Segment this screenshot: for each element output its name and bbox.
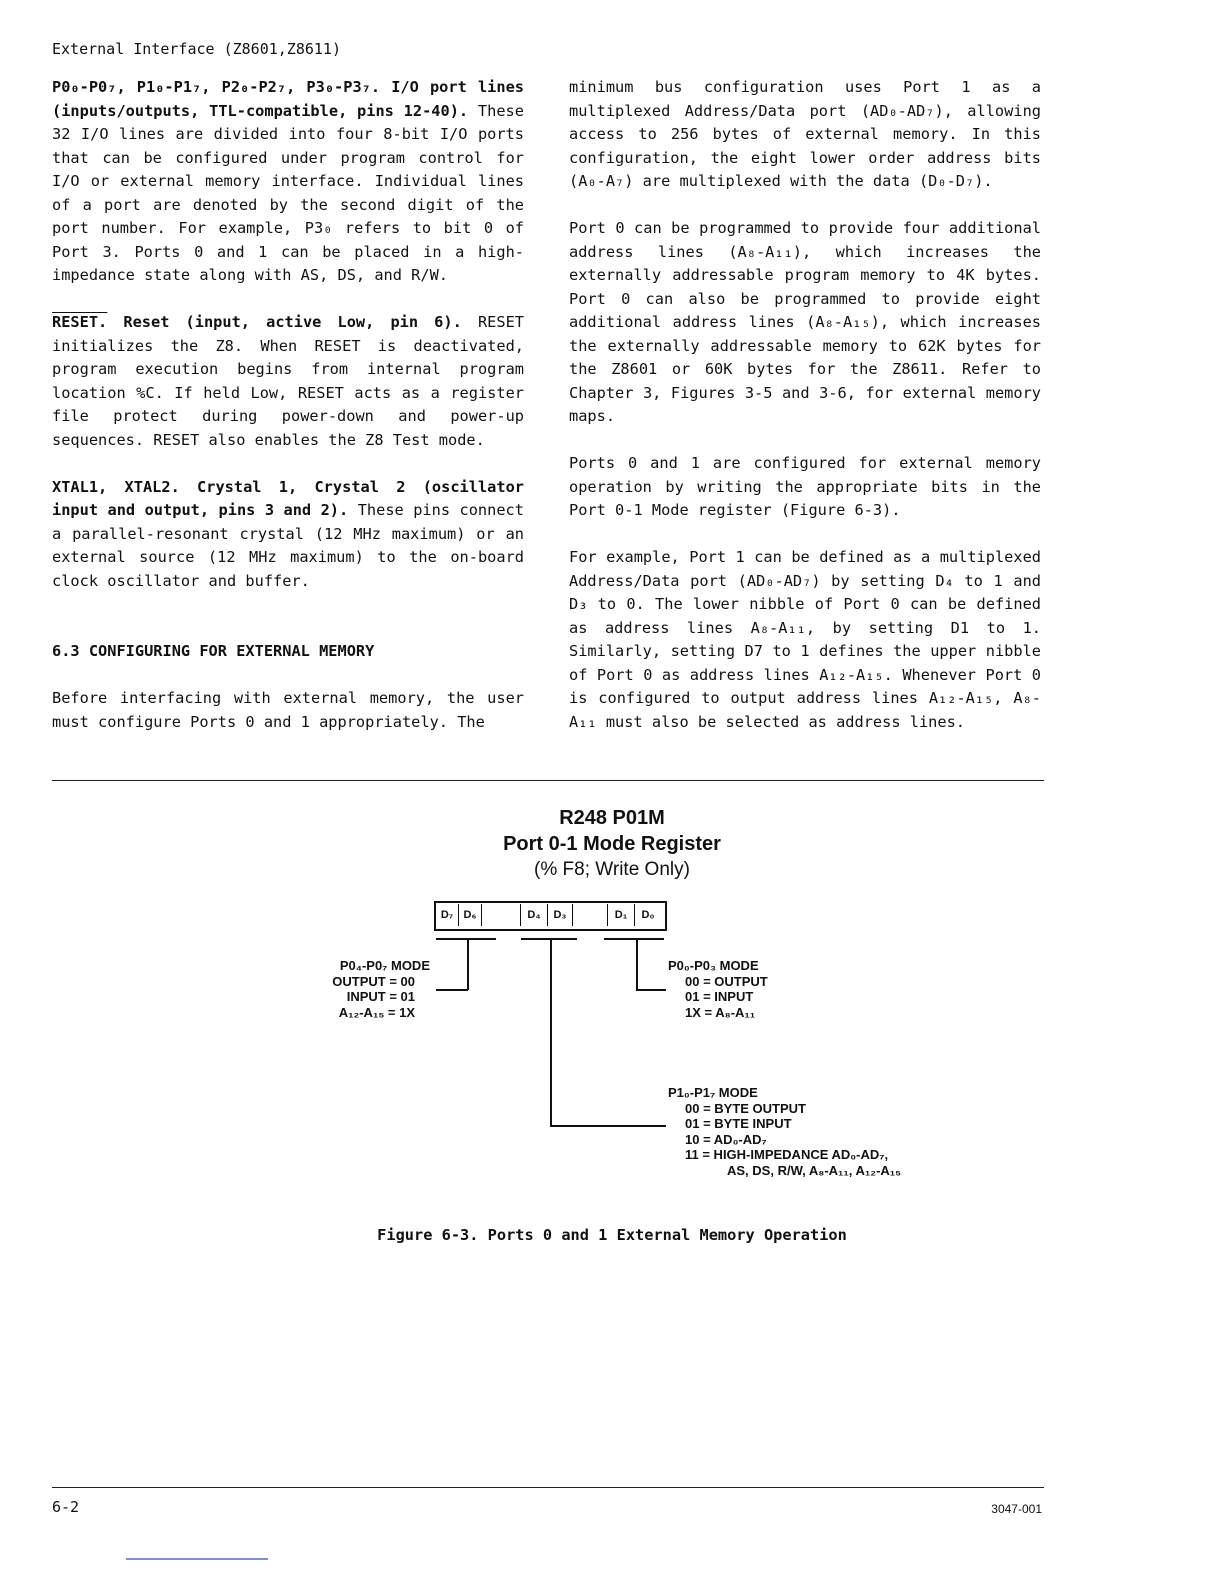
bracket-port1: [521, 938, 577, 940]
port-lines-paragraph: [52, 76, 524, 288]
bit-d5: [482, 904, 521, 926]
p1-mode-legend: P1₀-P1₇ MODE 00 = BYTE OUTPUT 01 = BYTE INPUT 10 = AD₀-AD₇ 11 = HIGH-IMPEDANCE AD₀-AD₇, AS, DS, R/W, A₈-A₁₁, A₁₂-A₁₅: [668, 1085, 902, 1178]
port0-address-paragraph: Port 0 can be programmed to provide four additional address lines (A₈-A₁₁), which increases the externally addressable program memory to 4K bytes. Port 0 can also be programmed to provide eight additional address lines (A₈-A₁₅), which increases the externally addressable memory to 62K bytes for the Z8601 or 60K bytes for the Z8611. Refer to Chapter 3, Figures 3-5 and 3-6, for external memory maps.: [569, 219, 1041, 425]
bit-d2: [573, 904, 608, 926]
bracket-lower-nibble-p0: [604, 938, 664, 940]
xtal-body: These pins connect a parallel-resonant crystal (12 MHz maximum) or an external source (12 MHz maximum) to the on-board clock oscillator and buffer.: [52, 501, 524, 590]
register-title: Port 0-1 Mode Register: [503, 833, 721, 855]
reset-heading: Reset (input, active Low, pin 6).: [123, 313, 462, 331]
port-lines-heading: P0₀-P0₇, P1₀-P1₇, P2₀-P2₇, P3₀-P3₇. I/O port lines (inputs/outputs, TTL-compatible, pins 12-40).: [52, 78, 524, 120]
external-memory-intro: Before interfacing with external memory, the user must configure Ports 0 and 1 appropriately. The: [52, 689, 524, 731]
page-number: 6-2: [52, 1498, 80, 1516]
register-address: (% F8; Write Only): [534, 859, 690, 880]
bracket-upper-nibble-p0: [436, 938, 496, 940]
bit-d7: D₇: [436, 904, 459, 926]
bit-d3: D₃: [548, 904, 573, 926]
bus-config-paragraph: minimum bus configuration uses Port 1 as a multiplexed Address/Data port (AD₀-AD₇), allowing access to 256 bytes of external memory. In this configuration, the eight lower order address bits (A₀-A₇) are multiplexed with the data (D₀-D₇).: [569, 78, 1041, 190]
reset-body: RESET initializes the Z8. When RESET is deactivated, program execution begins from internal program location %C. If held Low, RESET acts as a register file protect during power-down and power-up sequences. RESET also enables the Z8 Test mode.: [52, 313, 525, 449]
bit-d1: D₁: [608, 904, 635, 926]
running-header: External Interface (Z8601,Z8611): [52, 40, 341, 58]
figure-caption: Figure 6-3. Ports 0 and 1 External Memory Operation: [377, 1226, 847, 1244]
example-paragraph: For example, Port 1 can be defined as a multiplexed Address/Data port (AD₀-AD₇) by setting D₄ to 1 and D₃ to 0. The lower nibble of Port 0 can be defined as address lines A₈-A₁₁, by setting D1 to 1. Similarly, setting D7 to 1 defines the upper nibble of Port 0 as address lines A₁₂-A₁₅. Whenever Port 0 is configured to output address lines A₁₂-A₁₅, A₈-A₁₁ must also be selected as address lines.: [569, 548, 1041, 731]
right-column: [569, 76, 1041, 758]
register-name: R248 P01M: [559, 807, 665, 829]
bit-d4: D₄: [521, 904, 548, 926]
p0-lower-mode-legend: P0₀-P0₃ MODE 00 = OUTPUT 01 = INPUT 1X = A₈-A₁₁: [668, 958, 768, 1020]
scan-artifact-line: [126, 1558, 268, 1560]
section-heading: 6.3 CONFIGURING FOR EXTERNAL MEMORY: [52, 642, 375, 660]
xtal-paragraph: [52, 476, 524, 594]
figure-title: [0, 805, 1224, 883]
reset-paragraph: [52, 311, 524, 452]
reset-term: RESET.: [52, 313, 108, 331]
footer-rule: [52, 1487, 1044, 1488]
left-column: [52, 76, 524, 758]
bit-d6: D₆: [459, 904, 482, 926]
p0-upper-mode-legend: P0₄-P0₇ MODE OUTPUT = 00 INPUT = 01 A₁₂-A₁₅ = 1X: [332, 958, 430, 1020]
document-number: 3047-001: [991, 1502, 1042, 1516]
section-divider: [52, 780, 1044, 781]
mode-register-paragraph: Ports 0 and 1 are configured for external memory operation by writing the appropriate bits in the Port 0-1 Mode register (Figure 6-3).: [569, 454, 1041, 519]
xtal-heading: XTAL1, XTAL2. Crystal 1, Crystal 2 (oscillator input and output, pins 3 and 2).: [52, 477, 524, 519]
bit-d0: D₀: [641, 909, 655, 921]
port-lines-body: These 32 I/O lines are divided into four 8-bit I/O ports that can be configured under program control for I/O or external memory interface. Individual lines of a port are denoted by the second digit of the port number. For example, P3₀ refers to bit 0 of Port 3. Ports 0 and 1 can be placed in a high-impedance state along with AS, DS, and R/W.: [52, 101, 524, 284]
